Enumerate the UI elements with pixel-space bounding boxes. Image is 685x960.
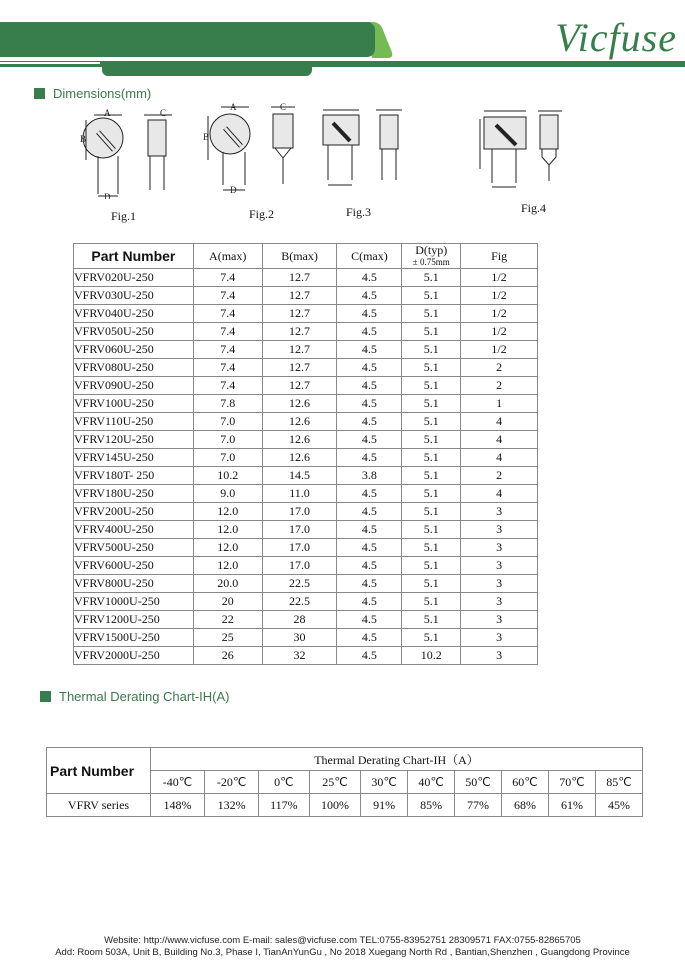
table-row [74,575,538,593]
cell-d-typ: 5.1 [402,485,461,503]
cell-c-max: 4.5 [337,593,402,611]
temp-header: 60℃ [502,771,549,794]
cell-c-max: 4.5 [337,485,402,503]
cell-c-max: 4.5 [337,395,402,413]
cell-a-max: 7.4 [193,359,262,377]
cell-part-number: VFRV060U-250 [74,341,194,359]
svg-text:D: D [104,192,111,199]
section-bullet-icon [40,691,51,702]
cell-fig: 4 [461,431,538,449]
cell-c-max: 4.5 [337,521,402,539]
fig3-drawing [318,105,418,190]
temp-header: 25℃ [309,771,360,794]
fig1-label: Fig.1 [111,209,137,223]
cell-part-number: VFRV200U-250 [74,503,194,521]
cell-a-max: 12.0 [193,503,262,521]
cell-part-number: VFRV030U-250 [74,287,194,305]
fig3-label: Fig.3 [346,205,372,219]
fig4-label: Fig.4 [521,201,547,215]
table-row [74,611,538,629]
dimensions-table [73,243,538,665]
table-row [74,269,538,287]
section-title: Thermal Derating Chart-IH(A) [59,689,230,704]
thermal-part-header: Part Number [47,748,151,794]
cell-fig: 3 [461,575,538,593]
cell-c-max: 4.5 [337,287,402,305]
table-row [74,629,538,647]
col-fig: Fig [461,244,538,269]
cell-d-typ: 5.1 [402,287,461,305]
cell-fig: 1/2 [461,341,538,359]
cell-fig: 3 [461,611,538,629]
cell-fig: 3 [461,647,538,665]
cell-d-typ: 5.1 [402,539,461,557]
cell-b-max: 14.5 [262,467,337,485]
table-row [74,377,538,395]
thermal-chart-header: Thermal Derating Chart-IH（A） [151,748,643,771]
thermal-table [46,747,643,817]
cell-d-typ: 5.1 [402,413,461,431]
cell-a-max: 25 [193,629,262,647]
cell-b-max: 12.7 [262,287,337,305]
cell-c-max: 4.5 [337,629,402,647]
cell-a-max: 9.0 [193,485,262,503]
cell-part-number: VFRV145U-250 [74,449,194,467]
cell-a-max: 12.0 [193,539,262,557]
temp-header: 50℃ [455,771,502,794]
cell-fig: 2 [461,359,538,377]
cell-d-typ: 5.1 [402,377,461,395]
footer-address: Add: Room 503A, Unit B, Building No.3, Phase I, TianAnYunGu , No 2018 Xuegang North Rd , Bantian,Shenzhen , Guangdong Province [55,947,630,958]
cell-b-max: 12.7 [262,269,337,287]
cell-a-max: 7.4 [193,323,262,341]
table-row [74,359,538,377]
cell-part-number: VFRV110U-250 [74,413,194,431]
cell-part-number: VFRV500U-250 [74,539,194,557]
cell-a-max: 12.0 [193,557,262,575]
cell-b-max: 17.0 [262,557,337,575]
col-b-max: B(max) [262,244,337,269]
cell-b-max: 12.7 [262,305,337,323]
cell-fig: 3 [461,629,538,647]
table-row [74,323,538,341]
table-row [74,395,538,413]
cell-fig: 1/2 [461,269,538,287]
cell-b-max: 12.7 [262,341,337,359]
table-row [74,413,538,431]
cell-b-max: 17.0 [262,521,337,539]
svg-text:B: B [203,132,210,142]
fig2-label: Fig.2 [249,207,275,221]
cell-d-typ: 5.1 [402,593,461,611]
cell-part-number: VFRV120U-250 [74,431,194,449]
cell-fig: 3 [461,503,538,521]
temp-header: 85℃ [595,771,642,794]
derating-value: 100% [309,794,360,817]
svg-text:C: C [160,108,167,118]
cell-a-max: 7.4 [193,305,262,323]
derating-value: 68% [502,794,549,817]
cell-c-max: 4.5 [337,377,402,395]
cell-d-typ: 5.1 [402,557,461,575]
table-row [74,287,538,305]
cell-fig: 1/2 [461,323,538,341]
thermal-header-row [47,748,643,771]
col-d-tolerance: ± 0.75mm [412,257,450,267]
cell-c-max: 4.5 [337,359,402,377]
svg-text:A: A [104,108,111,118]
cell-part-number: VFRV180U-250 [74,485,194,503]
temp-header: 40℃ [408,771,455,794]
cell-part-number: VFRV180T- 250 [74,467,194,485]
cell-d-typ: 10.2 [402,647,461,665]
table-row [74,431,538,449]
cell-b-max: 28 [262,611,337,629]
cell-part-number: VFRV400U-250 [74,521,194,539]
cell-b-max: 12.6 [262,449,337,467]
fig2-drawing [203,102,313,202]
table-row [74,521,538,539]
derating-value: 45% [595,794,642,817]
cell-a-max: 7.4 [193,377,262,395]
section-title: Dimensions(mm) [53,86,152,101]
cell-b-max: 12.7 [262,377,337,395]
svg-text:A: A [230,102,237,112]
cell-a-max: 10.2 [193,467,262,485]
temp-header: -40℃ [151,771,205,794]
cell-a-max: 7.4 [193,287,262,305]
cell-fig: 3 [461,539,538,557]
cell-b-max: 22.5 [262,575,337,593]
derating-value: 91% [361,794,408,817]
cell-fig: 2 [461,377,538,395]
cell-b-max: 22.5 [262,593,337,611]
cell-a-max: 20.0 [193,575,262,593]
cell-part-number: VFRV600U-250 [74,557,194,575]
fig4-drawing [478,105,568,190]
cell-c-max: 4.5 [337,503,402,521]
cell-fig: 4 [461,449,538,467]
header-rule-highlight [0,62,100,64]
table-row [74,485,538,503]
cell-d-typ: 5.1 [402,341,461,359]
cell-d-typ: 5.1 [402,503,461,521]
cell-d-typ: 5.1 [402,323,461,341]
cell-part-number: VFRV1200U-250 [74,611,194,629]
cell-part-number: VFRV2000U-250 [74,647,194,665]
cell-d-typ: 5.1 [402,521,461,539]
table-row [74,305,538,323]
cell-a-max: 7.4 [193,341,262,359]
cell-fig: 3 [461,521,538,539]
fig1-drawing [76,104,196,199]
cell-fig: 3 [461,593,538,611]
cell-d-typ: 5.1 [402,305,461,323]
cell-c-max: 3.8 [337,467,402,485]
cell-a-max: 7.0 [193,431,262,449]
derating-value: 132% [205,794,259,817]
col-d-typ [402,244,461,269]
derating-value: 117% [259,794,310,817]
cell-c-max: 4.5 [337,575,402,593]
cell-a-max: 20 [193,593,262,611]
cell-b-max: 17.0 [262,539,337,557]
cell-b-max: 12.6 [262,395,337,413]
col-d-label: D(typ) [415,243,448,257]
cell-c-max: 4.5 [337,341,402,359]
table-row [74,503,538,521]
dimensions-heading [34,86,151,101]
temp-header: -20℃ [205,771,259,794]
cell-fig: 1 [461,395,538,413]
cell-part-number: VFRV050U-250 [74,323,194,341]
table-row [74,593,538,611]
temp-header: 0℃ [259,771,310,794]
vicfuse-logo: Vicfuse [555,15,677,60]
cell-a-max: 7.0 [193,449,262,467]
cell-c-max: 4.5 [337,269,402,287]
cell-b-max: 32 [262,647,337,665]
cell-part-number: VFRV1500U-250 [74,629,194,647]
temp-header: 30℃ [361,771,408,794]
thermal-row-label: VFRV series [47,794,151,817]
section-bullet-icon [34,88,45,99]
cell-b-max: 12.7 [262,359,337,377]
cell-fig: 1/2 [461,287,538,305]
derating-value: 61% [548,794,595,817]
cell-fig: 2 [461,467,538,485]
derating-value: 148% [151,794,205,817]
cell-part-number: VFRV090U-250 [74,377,194,395]
svg-text:B: B [80,134,87,144]
cell-part-number: VFRV800U-250 [74,575,194,593]
table-row [74,539,538,557]
footer-contact: Website: http://www.vicfuse.com E-mail: sales@vicfuse.com TEL:0755-83952751 28309571 FAX:0755-82865705 [104,935,581,946]
cell-c-max: 4.5 [337,413,402,431]
cell-a-max: 26 [193,647,262,665]
cell-part-number: VFRV080U-250 [74,359,194,377]
cell-fig: 1/2 [461,305,538,323]
col-part-number: Part Number [74,244,194,269]
cell-c-max: 4.5 [337,539,402,557]
cell-b-max: 17.0 [262,503,337,521]
cell-fig: 4 [461,485,538,503]
header-banner [0,22,375,57]
cell-d-typ: 5.1 [402,269,461,287]
cell-b-max: 12.6 [262,413,337,431]
temp-header: 70℃ [548,771,595,794]
cell-b-max: 30 [262,629,337,647]
cell-b-max: 11.0 [262,485,337,503]
svg-text:D: D [230,185,237,195]
cell-d-typ: 5.1 [402,359,461,377]
cell-b-max: 12.6 [262,431,337,449]
header-tab [102,64,312,76]
derating-value: 77% [455,794,502,817]
svg-text:C: C [280,102,287,112]
cell-part-number: VFRV020U-250 [74,269,194,287]
cell-part-number: VFRV100U-250 [74,395,194,413]
table-row [74,647,538,665]
thermal-values-row [47,794,643,817]
thermal-heading [40,689,230,704]
cell-c-max: 4.5 [337,449,402,467]
col-a-max: A(max) [193,244,262,269]
cell-a-max: 22 [193,611,262,629]
cell-c-max: 4.5 [337,557,402,575]
cell-d-typ: 5.1 [402,467,461,485]
table-header-row [74,244,538,269]
cell-a-max: 7.4 [193,269,262,287]
cell-d-typ: 5.1 [402,395,461,413]
cell-fig: 3 [461,557,538,575]
col-c-max: C(max) [337,244,402,269]
cell-d-typ: 5.1 [402,629,461,647]
cell-c-max: 4.5 [337,647,402,665]
cell-d-typ: 5.1 [402,431,461,449]
table-row [74,557,538,575]
cell-a-max: 7.0 [193,413,262,431]
cell-a-max: 12.0 [193,521,262,539]
cell-b-max: 12.7 [262,323,337,341]
table-row [74,449,538,467]
cell-d-typ: 5.1 [402,575,461,593]
derating-value: 85% [408,794,455,817]
cell-d-typ: 5.1 [402,449,461,467]
cell-part-number: VFRV040U-250 [74,305,194,323]
table-row [74,467,538,485]
table-row [74,341,538,359]
cell-d-typ: 5.1 [402,611,461,629]
cell-a-max: 7.8 [193,395,262,413]
cell-c-max: 4.5 [337,611,402,629]
cell-part-number: VFRV1000U-250 [74,593,194,611]
cell-c-max: 4.5 [337,323,402,341]
cell-c-max: 4.5 [337,305,402,323]
cell-fig: 4 [461,413,538,431]
cell-c-max: 4.5 [337,431,402,449]
